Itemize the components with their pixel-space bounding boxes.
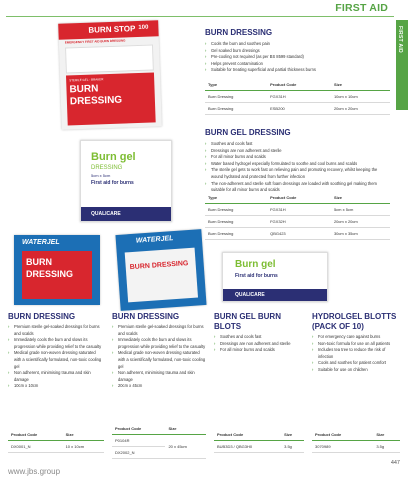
- pack-label: STERILE GEL - BRAKER: [69, 77, 104, 83]
- feature-item: › Dressings are non adherent and sterile: [214, 341, 302, 348]
- pack-title: Burn gel: [235, 259, 276, 270]
- pack-subtitle: DRESSING: [91, 165, 123, 171]
- feature-item: › The sterile gel gets to work fast on relieving pain and promoting recovery, whilst keeping the wound hydrated and protected from further infection: [205, 167, 390, 180]
- feature-item: › Includes tea tree to reduce the risk of infection: [312, 347, 398, 360]
- feature-list: [205, 41, 390, 74]
- feature-item: › Medical grade non-woven dressing saturated with a scientifically formulated, non-toxic cooling gel: [112, 350, 206, 370]
- feature-item: › Immediately cools the burn and slows its progression while providing relief to the casualty: [112, 337, 206, 350]
- header-divider: [6, 16, 394, 17]
- product-table: [8, 430, 104, 453]
- column-header: Size: [331, 80, 390, 91]
- product-table: [214, 430, 304, 453]
- feature-item: › Helps prevent contamination: [205, 61, 390, 68]
- table-row: DX0001_N 10 x 10cm: [8, 441, 104, 453]
- pack-title: BURN DRESSING: [129, 260, 189, 272]
- column-header: Product Code: [267, 193, 331, 204]
- column-header: Size: [331, 193, 390, 204]
- feature-item: › For all minor burns and scalds: [214, 347, 302, 354]
- pack-title: BURN: [26, 257, 52, 267]
- product-table: [112, 424, 206, 459]
- feature-item: › Non-toxic formula for use on all patients: [312, 341, 398, 348]
- feature-list: [112, 324, 206, 390]
- feature-item: › For all minor burns and scalds: [205, 154, 390, 161]
- feature-item: › For emergency care against burns: [312, 334, 398, 341]
- feature-item: › Soothes and cools fast: [205, 141, 390, 148]
- section-title: BURN DRESSING: [8, 312, 76, 321]
- pack-label: DRESSING: [69, 94, 123, 108]
- feature-item: › Medical grade non-woven dressing saturated with a scientifically formulated, non-toxic cooling gel: [8, 350, 104, 370]
- side-tab: [396, 20, 408, 110]
- product-table: [205, 80, 390, 115]
- feature-item: › Premium sterile gel-soaked dressings for burns and scalds: [8, 324, 104, 337]
- feature-item: › Soothes and cools fast: [214, 334, 302, 341]
- feature-list: [8, 324, 104, 390]
- feature-item: › Non adherent, minimising trauma and skin damage: [112, 370, 206, 383]
- column-header: Product Code: [267, 80, 331, 91]
- waterjel-small-pack-image: [14, 235, 100, 305]
- column-header: Size: [281, 430, 304, 441]
- pack-brand: BURN STOP: [88, 24, 136, 35]
- page-number: 447: [390, 460, 400, 466]
- pack-brand: WATERJEL: [135, 235, 174, 245]
- pack-brand: QUALICARE: [235, 292, 265, 298]
- pack-title: DRESSING: [26, 269, 74, 279]
- pack-brand: WATERJEL: [22, 239, 60, 246]
- table-row: Burn Dressing FGX32H 20cm x 20cm: [205, 216, 390, 228]
- section-title: HYDROLGEL BLOTTS (PACK OF 10): [312, 312, 397, 331]
- product-table: [312, 430, 400, 453]
- table-row: Burn Dressing QBG423 30cm x 35cm: [205, 228, 390, 240]
- section-title: BURN DRESSING: [112, 312, 180, 321]
- feature-item: › The non-adherent and sterile soft foam dressings are loaded with soothing gel making them suitable for all minor burns and scalds: [205, 181, 390, 194]
- column-header: Product Code: [214, 430, 281, 441]
- burn-stop-pack-image: [58, 20, 162, 129]
- pack-tagline: First aid for burns: [235, 273, 278, 279]
- feature-item: › Pre-cooling not required (as per BS 8599 standard): [205, 54, 390, 61]
- pack-tagline: First aid for burns: [91, 180, 134, 186]
- pack-label: BURN: [69, 83, 99, 96]
- pack-count: 100: [138, 24, 149, 31]
- product-table: [205, 193, 390, 240]
- feature-item: › Immediately cools the burn and slows its progression while providing relief to the casualty: [8, 337, 104, 350]
- column-header: Product Code: [8, 430, 63, 441]
- column-header: Size: [165, 424, 206, 435]
- table-row: Burn Dressing FGX31H 5cm x 5cm: [205, 204, 390, 216]
- section-title: BURN GEL BURN BLOTS: [214, 312, 281, 331]
- feature-item: › 10cm x 10cm: [8, 383, 104, 390]
- column-header: Size: [63, 430, 104, 441]
- page-header-title: FIRST AID: [335, 2, 388, 14]
- pack-subtitle: EMERGENCY FIRST AID BURN DRESSING: [64, 38, 126, 45]
- pack-title: Burn gel: [91, 151, 136, 163]
- feature-list: [214, 334, 302, 354]
- table-row: Burn Dressing ESB200 20cm x 20cm: [205, 103, 390, 115]
- pack-size: 5cm x 5cm: [91, 173, 111, 178]
- footer-url-link[interactable]: www.jbs.group: [8, 467, 61, 476]
- feature-list: [205, 141, 390, 194]
- feature-item: › Cools the burn and soothes pain: [205, 41, 390, 48]
- burn-gel-sachet-image: [222, 252, 328, 302]
- feature-item: › Non adherent, minimising trauma and skin damage: [8, 370, 104, 383]
- section-title: BURN DRESSING: [205, 28, 273, 37]
- feature-item: › Water based hydrogel especially formulated to soothe and cool burns and scalds: [205, 161, 390, 168]
- table-row: BUB3D3 / QBG3H0 3.5g: [214, 441, 304, 453]
- feature-list: [312, 334, 398, 374]
- feature-item: › Gel soaked burn dressings: [205, 48, 390, 55]
- waterjel-large-pack-image: [115, 229, 206, 311]
- feature-item: › Suitable for use on children: [312, 367, 398, 374]
- burn-gel-pack-image: [80, 140, 172, 222]
- table-row: 3070989 3.5g: [312, 441, 400, 453]
- side-tab-label: FIRST AID: [397, 26, 403, 53]
- feature-item: › 20cm x 45cm: [112, 383, 206, 390]
- pack-brand: QUALICARE: [91, 211, 121, 217]
- table-row: DX2002_N: [112, 447, 206, 459]
- feature-item: › Dressings are non adherent and sterile: [205, 148, 390, 155]
- column-header: Type: [205, 193, 267, 204]
- column-header: Product Code: [312, 430, 373, 441]
- table-row: P0104R 20 x 45cm: [112, 435, 206, 447]
- table-row: Burn Dressing FGX31H 10cm x 10cm: [205, 91, 390, 103]
- feature-item: › Cools and soothes for patient comfort: [312, 360, 398, 367]
- section-title: BURN GEL DRESSING: [205, 128, 291, 137]
- feature-item: › Premium sterile gel-soaked dressings for burns and scalds: [112, 324, 206, 337]
- feature-item: › Suitable for treating superficial and partial thickness burns: [205, 67, 390, 74]
- column-header: Type: [205, 80, 267, 91]
- column-header: Product Code: [112, 424, 165, 435]
- column-header: Size: [373, 430, 400, 441]
